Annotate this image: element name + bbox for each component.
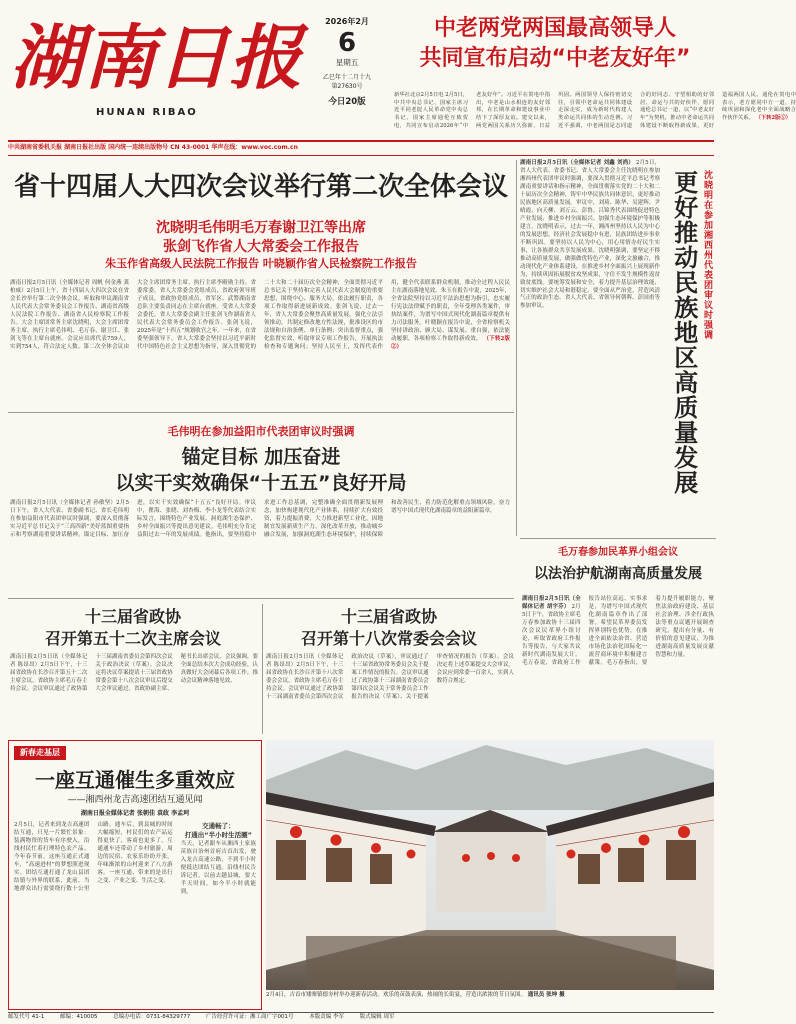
feature-quote-title: 交通畅了： xyxy=(202,822,235,830)
footer-rule xyxy=(8,1012,714,1013)
footer-item: 广告经营许可证：湘工商广字001号 xyxy=(205,1014,294,1020)
footer-item: 邮编：410005 xyxy=(59,1014,98,1020)
issue-number: 第27630号 xyxy=(331,83,363,91)
info-bar: 中共湖南省委机关报 湖南日报社出版 国内统一连续出版物号 CN 43-0001 华声在线：www.voc.com.cn xyxy=(8,144,298,151)
feature-headline: 一座互通催生多重效应 xyxy=(35,768,235,792)
edition-count: 今日20版 xyxy=(328,96,366,107)
photo-caption-text: 2月4日，吉首市矮寨镇德夯村举办迎新春活动。欢乐的苗鼓表演、热闹的长街宴，营造出浓浓的节日氛围。 xyxy=(266,992,527,998)
masthead-pinyin: HUNAN RIBAO xyxy=(96,107,198,118)
top-story-headline-line2: 共同宣布启动“中老友好年” xyxy=(419,46,691,71)
top-story-headline-line1: 中老两党两国最高领导人 xyxy=(433,16,676,41)
photo-caption xyxy=(266,992,714,1010)
main-story-subhead-1: 沈晓明毛伟明毛万春谢卫江等出席 xyxy=(156,220,366,236)
date-year-month: 2026年2月 xyxy=(325,17,369,26)
cppcc-left-headline-line2: 召开第五十二次主席会议 xyxy=(44,629,221,648)
info-bar-rule xyxy=(8,140,714,142)
top-story-headline xyxy=(392,14,718,74)
feature-quote-sub: 打通出“半小时生活圈” xyxy=(184,831,252,840)
second-story-headline xyxy=(8,444,514,496)
footer-item: 版式编辑 周军 xyxy=(359,1014,395,1020)
masthead-logo xyxy=(8,16,310,99)
date-lunar: 乙巳年十二月十九 xyxy=(322,74,371,82)
third-story-kicker: 毛万春参加民革界小组会议 xyxy=(558,547,678,558)
cppcc-right-body: 湖南日报2月5日讯（全媒体记者 陈昂昂）2月5日下午，十三届省政协在长沙召开第十八次常委会会议，省政协主席毛万春主持会议。会议审议通过了政协第十三届湖南省委员会第四次会议政治决议（草案），审议通过了十三届省政协常务委员会关于提案工作情况的报告。会议审议通过了政协第十三届湖南省委员会第四次会议关于常务委员会工作报告的决议（草案）、关于提案审查情况的报告（草案）。会议决定将上述草案提交大会审议。会议应到常委一百余人，实到人数符合规定。 xyxy=(266,654,514,700)
festival-photo xyxy=(266,740,714,990)
third-story-body: 湖南日报2月5日讯（全媒体记者 胡宇芬） 2月5日下午，省政协主席毛万春参加政协十三届四次会议民革界小组讨论，听取省政府工作报告等报告，与大家共议新时代湖南发展大计。毛万春说，省政府工作报告站位高远、实事求是，为谱写中国式现代化湖南篇章作出了部署。希望民革界委员发挥界别特色优势，在推进全面依法治省、营造市场化法治化国际化一流营商环境中积极建言献策。毛万春指出，要着力提升履职能力，聚焦法治政府建设、基层社会治理、涉企行政执法等重点议题开展调查研究，提出有分量、有价值的意见建议，为推进湖南高质量发展贡献智慧和力量。 xyxy=(522,596,714,666)
third-story-headline: 以法治护航湖南高质量发展 xyxy=(534,566,702,582)
second-story-kicker: 毛伟明在参加益阳市代表团审议时强调 xyxy=(167,425,355,438)
cppcc-left-body: 湖南日报2月5日讯（全媒体记者 陈昂昂）2月5日下午，十三届省政协在长沙召开第五十二次主席会议，省政协主席毛万春主持会议。会议审议通过了政协第十三届湖南省委员会第四次会议关于政治决议（草案）。会议决定将决议草案提请十三届省政协常委会第十八次会议审议后提交大会审议通过。省政协副主席、秘书长出席会议。会议强调，要全面总结本次大会成功经验，认真做好大会闭幕后各项工作，推动会议精神落地见效。 xyxy=(10,654,258,692)
main-story-subhead-2: 张剑飞作省人大常委会工作报告 xyxy=(163,239,359,255)
footer-item: 本版责编 李军 xyxy=(309,1014,344,1020)
newspaper-logo-graphic xyxy=(8,16,310,99)
cppcc-right-headline-line1: 十三届省政协 xyxy=(340,607,437,626)
main-story-headline: 省十四届人大四次会议举行第二次全体会议 xyxy=(13,172,508,202)
footer-item: 总编办电话：0731-84329777 xyxy=(113,1014,191,1020)
second-story-headline-line2: 以实干实效确保“十五五”良好开局 xyxy=(115,472,407,494)
side-story-headline: 更好推动民族地区高质量发展 xyxy=(669,170,698,495)
second-story-body: 湖南日报2月5日讯（全媒体记者 孙敏坚）2月5日下午，省人大代表、省委副书记、省长毛伟明在参加益阳市代表团审议时强调，要深入贯彻落实习近平总书记关于“三高四新”美好蓝图重要指示和考察湖南重要讲话精神，锚定目标、加压奋进，以实干实效确保“十五五”良好开局。审议中，瞿海、张晓、刘杏梅、李小龙等代表结合实际发言，围绕特色产业发展、洞庭湖生态保护、乡村全面振兴等提出意见建议。毛伟明充分肯定益阳过去一年的发展成绩。他指出，要坚持稳中求进工作总基调，完整准确全面贯彻新发展理念，加快构建现代化产业体系，持续扩大有效投资，着力提振消费，大力推进新型工业化，因地制宜发展新质生产力，深化改革开放，推动城乡融合发展，加强洞庭湖生态环境保护，持续保障和改善民生，着力防范化解重点领域风险，奋力谱写中国式现代化湖南篇章的益阳新篇章。 xyxy=(10,500,510,538)
main-story-continue[interactable]: （下转2版②） xyxy=(391,335,511,350)
cppcc-right-headline xyxy=(264,606,514,650)
cppcc-divider xyxy=(262,604,263,734)
cppcc-rule xyxy=(8,598,514,599)
footer-item: 邮发代号 41-1 xyxy=(8,1014,45,1020)
date-box xyxy=(310,12,384,128)
second-story-rule xyxy=(8,412,514,413)
cppcc-right-headline-line2: 召开第十八次常委会会议 xyxy=(300,629,477,648)
logo-text: 湖南日报 xyxy=(10,16,310,99)
cppcc-left-headline-line1: 十三届省政协 xyxy=(84,607,181,626)
top-story-body: 新华社北京2月5日电 2月5日，中共中央总书记、国家主席习近平同老挝人民革命党中央总书记、国家主席通伦互致贺电，共同宣布启动2026年“中老友好年”。习近平在贺电中指出，中老是山水相连的友好邻邦，在长期革命和建设事业中结下了深厚友谊。建交以来，两党两国关系历久弥新、日益巩固。两国领导人保持密切交往，引领中老命运共同体建设走深走实，成为新时代构建人类命运共同体的生动范例。习近平强调，中老两国是志同道合的好同志、守望相助的好邻居、命运与共的好伙伴，愿同通伦总书记一道，以“中老友好年”为契机，推动中老命运共同体建设不断取得新成果，更好造福两国人民。通伦在贺电中表示，老方愿同中方一道，持续巩固和深化老中全面战略合作伙伴关系。 （下转2版①） xyxy=(394,92,796,129)
side-story-kicker: 沈晓明在参加湘西州代表团审议时强调 xyxy=(702,170,713,340)
second-story-headline-line1: 锚定目标 加压奋进 xyxy=(181,446,341,468)
top-story-continue[interactable]: （下转2版①） xyxy=(755,115,791,122)
feature-byline: 湖南日报全媒体记者 张朝佳 袁政 李孟珂 xyxy=(80,810,190,817)
feature-body: 2月5日，记者来到龙吉高速团结互通，只见一片繁忙景象：装满物资的货车有序驶入，沿线村民忙着打理特色农产品。今年春节前，这座互通正式通车，“高速进村”的梦想照进现实。团结互通打通了龙山县团结镇与外界的联系，此前，当地群众出行需要绕行数十公里山路。通车后，到县城的时间大幅缩短，村民们的农产品运得更快了，客商也更多了。互通通车还带动了乡村旅游，周边的民宿、农家乐纷纷开张，年味渐浓的山村迎来了八方游客。一座互通，带来的是出行之变、产业之变、生活之变。 交通畅了： 打通出“半小时生活圈” 当天，记者跟车从湘西土家族苗族自治州首府吉首出发，驶入龙吉高速公路，不到半小时便抵达团结互通。沿线村民告诉记者，以前去趟县城，要大半天时间，如今半小时就能到。 xyxy=(14,822,256,895)
side-story-body: 湖南日报2月5日讯（全媒体记者 刘鑫 刘尚） 2月5日，省人大代表、省委书记、省人大常委会主任沈晓明在参加湘西州代表团审议时强调，要深入贯彻习近平总书记考察湖南重要讲话和指示精神，全面贯彻落实党的二十大和二十届历次全会精神，铸牢中华民族共同体意识，更好推动民族地区高质量发展。审议中，刘琦、陈华、吴建辉、尹晴霞、向天柳、刘万云、彭鲁、吕锦秀代表围绕促进特色产业发展、推进乡村全面振兴、加强生态环境保护等积极建言。沈晓明表示，过去一年，湘西州坚持以人民为中心的发展思想，经济社会发展稳中有进，民族团结进步事业不断巩固。要坚持以人民为中心，用心用情办好民生实事，让各族群众共享发展成果。沈晓明强调，要坚定不移推动高质量发展，做强做优特色产业，深化文旅融合，推动现代化产业体系建设，在推进乡村全面振兴上展现新作为，持续巩固拓展脱贫攻坚成果，守住不发生规模性返贫致贫底线。要统筹发展和安全，着力提升基层治理效能，切实维护社会大局和谐稳定。要全面从严治党，营造风清气正的政治生态。省人大代表、省领导何朝晖、彭国甫等参加审议。 xyxy=(520,160,660,310)
date-weekday: 星期五 xyxy=(335,57,359,67)
cppcc-left-headline xyxy=(8,606,258,650)
info-bar-rule-bottom xyxy=(8,155,714,156)
footer xyxy=(8,1014,714,1022)
side-column-divider xyxy=(516,160,517,536)
feature-banner: 新春走基层 xyxy=(14,746,66,760)
festival-photo-illustration xyxy=(266,740,714,990)
feature-subhead: ——湘西州龙吉高速团结互通见闻 xyxy=(67,795,203,805)
third-story-rule xyxy=(520,538,716,539)
date-day: 6 xyxy=(337,27,357,58)
main-story-body: 湖南日报2月5日讯（全媒体记者 周帆 何金燕 龚柏威）2月5日上午，省十四届人大四次会议在省会长沙举行第二次全体会议，听取和审议湖南省人民代表大会常务委员会工作报告、湖南省高级人民法院工作报告、湖南省人民检察院工作报告。大会主席团常务主席沈晓明，大会主席团常务主席、执行主席毛伟明、毛万春、谢卫江、张剑飞等在主席台就座。会议应出席代表759人，实到754人，符合法定人数。第二次全体会议由大会主席团常务主席、执行主席李殿勋主持。省委常委，省人大常委会党组成员，省政府领导班子成员，省政协党组成员，省军区、武警湖南省总队主要负责同志在主席台就座。受省人大常委会委托，省人大常委会副主任张剑飞作湖南省人民代表大会常务委员会工作报告。张剑飞说，2025年是“十四五”规划收官之年。一年来，在省委坚强领导下，省人大常委会坚持以习近平新时代中国特色社会主义思想为指导，深入贯彻党的二十大和二十届历次全会精神，全面贯彻习近平总书记关于坚持和完善人民代表大会制度的重要思想，围绕中心、服务大局，依法履行职责，各项工作取得新进展新成效。张剑飞说，过去一年，省人大常委会聚焦高质量发展，强化立法引领推动，共制定修改地方性法规，批准设区的市法规和自治条例、单行条例；突出监督重点，强化监督实效，听取审议专项工作报告，开展执法检查和专题询问；坚持人民至上，发挥代表作用，健全代表联系群众机制，推动全过程人民民主在湖南落地见效。朱玉在报告中说，2025年，全省法院坚持以习近平法治思想为指引，忠实履行宪法法律赋予的职责，全年受理各类案件，审执结案件，为谱写中国式现代化湖南篇章提供有力司法服务。叶晓颖在报告中说，全省检察机关坚持讲政治、顾大局、谋发展、重自强，依法能动履职，各项检察工作取得新成效。 （下转2版②） xyxy=(10,280,511,350)
main-story-subhead-3: 朱玉作省高级人民法院工作报告 叶晓颖作省人民检察院工作报告 xyxy=(105,257,417,270)
photo-credit: 通讯员 张坤 摄 xyxy=(527,992,565,998)
